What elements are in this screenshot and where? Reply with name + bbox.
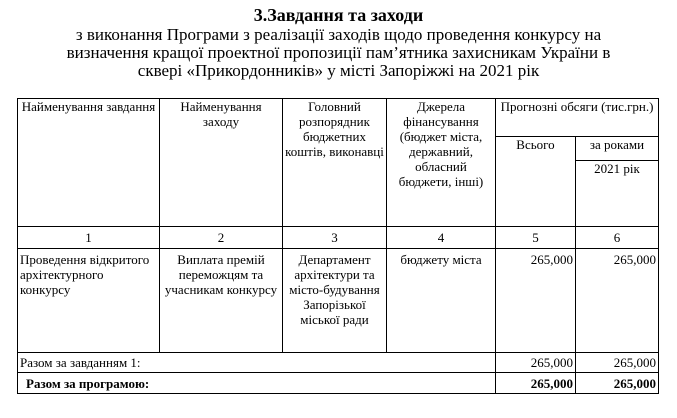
cell-task: Проведення відкритого архітектурного конкурсу bbox=[18, 249, 160, 353]
header-funding-source: Джерела фінансування (бюджет міста, державний, обласний бюджети, інші) bbox=[387, 99, 496, 227]
header-task-name: Найменування завдання bbox=[18, 99, 160, 227]
header-measure-name: Найменування заходу bbox=[160, 99, 283, 227]
grand-total-year: 265,000 bbox=[576, 373, 659, 394]
subtotal-row bbox=[18, 353, 659, 373]
col-number-3: 3 bbox=[283, 227, 387, 249]
grand-total-label: Разом за програмою: bbox=[18, 373, 496, 394]
header-executor: Головний розпорядник бюджетних коштів, виконавці bbox=[283, 99, 387, 227]
col-number-1: 1 bbox=[18, 227, 160, 249]
table-row bbox=[18, 249, 659, 353]
section-subtitle-line-1: з виконання Програми з реалізації заходів щодо проведення конкурсу на bbox=[75, 25, 602, 44]
grand-total-row bbox=[18, 373, 659, 394]
header-by-years: за роками bbox=[576, 137, 659, 161]
col-number-2: 2 bbox=[160, 227, 283, 249]
subtotal-total: 265,000 bbox=[496, 353, 576, 373]
cell-year: 265,000 bbox=[576, 249, 659, 353]
col-number-5: 5 bbox=[496, 227, 576, 249]
subtotal-year: 265,000 bbox=[576, 353, 659, 373]
cell-executor: Департамент архітектури та місто-будування Запорізької міської ради bbox=[283, 249, 387, 353]
header-total: Всього bbox=[496, 137, 576, 227]
title-block bbox=[0, 4, 677, 80]
cell-total: 265,000 bbox=[496, 249, 576, 353]
section-title: 3.Завдання та заходи bbox=[253, 5, 424, 25]
cell-source: бюджету міста bbox=[387, 249, 496, 353]
subtotal-label: Разом за завданням 1: bbox=[18, 353, 496, 373]
section-subtitle-line-2: визначення кращої проектної пропозиції пам’ятника захисникам України в bbox=[66, 43, 611, 62]
col-number-4: 4 bbox=[387, 227, 496, 249]
section-subtitle-line-3: сквері «Прикордонників» у місті Запоріжжі на 2021 рік bbox=[137, 61, 540, 80]
grand-total-total: 265,000 bbox=[496, 373, 576, 394]
header-forecast-volumes: Прогнозні обсяги (тис.грн.) bbox=[496, 99, 659, 137]
tasks-table bbox=[17, 98, 659, 394]
header-year-2021: 2021 рік bbox=[576, 161, 659, 227]
cell-measure: Виплата премій переможцям та учасникам конкурсу bbox=[160, 249, 283, 353]
col-number-6: 6 bbox=[576, 227, 659, 249]
